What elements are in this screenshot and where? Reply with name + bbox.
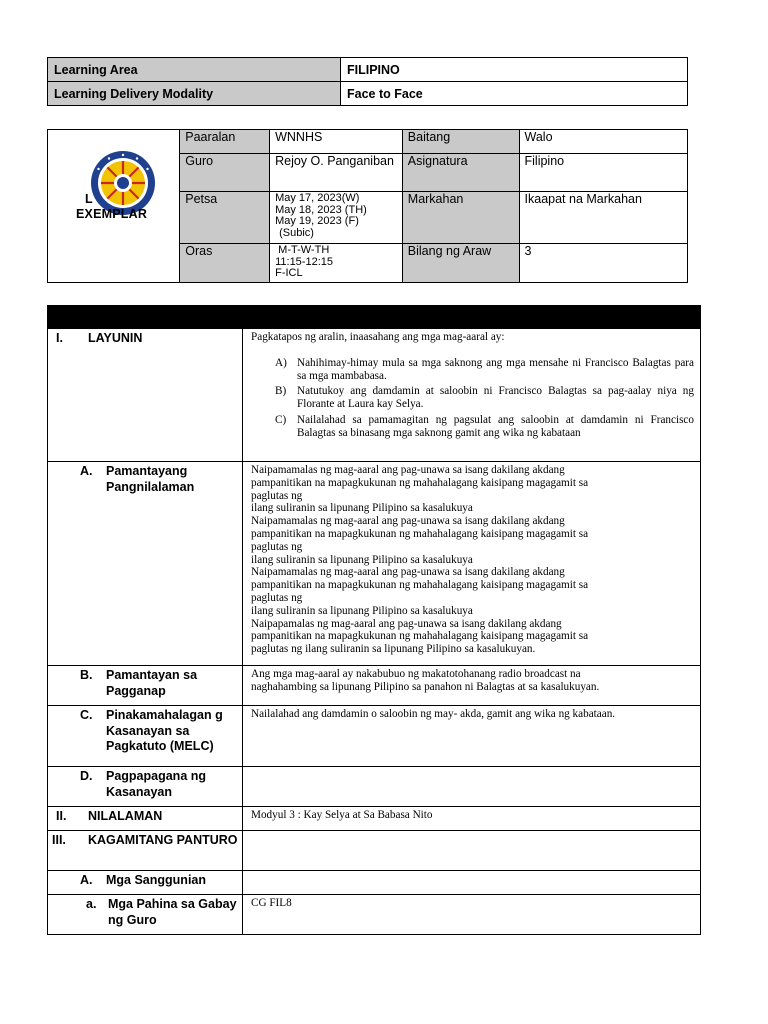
- content-line: ilang suliranin sa lipunang Pilipino sa kasalukuya: [251, 502, 473, 515]
- content-line: Naipamamalas ng mag-aaral ang pag-unawa sa isang dakilang akdang: [251, 515, 565, 528]
- section-number: III.: [52, 833, 66, 847]
- oras-label: Oras: [180, 244, 270, 283]
- content-line: pampanitikan na mapagkukunan ng mahahalagang kaisipang magagamit sa: [251, 476, 589, 489]
- nilalaman-content: Modyul 3 : Kay Selya at Sa Babasa Nito: [243, 807, 701, 831]
- learning-area-label: Learning Area: [48, 58, 341, 82]
- logo-cell: [48, 130, 180, 283]
- content-line: paglutas ng: [251, 540, 303, 553]
- paaralan-label: Paaralan: [180, 130, 270, 154]
- section-title: Pamantayan sa Pagganap: [106, 668, 198, 698]
- objective-letter: A): [275, 356, 287, 369]
- section-number: B.: [80, 668, 93, 682]
- oras-line: F-ICL: [275, 267, 303, 279]
- petsa-value: [270, 192, 403, 244]
- objective-letter: C): [275, 413, 287, 426]
- content-line: Naipapamalas ng mag-aaral ang pag-unawa sa isang dakilang akdang: [251, 617, 562, 630]
- content-line: Naipamamalas ng mag-aaral ang pag-unawa sa isang dakilang akdang: [251, 464, 565, 476]
- paaralan-value: WNNHS: [270, 130, 403, 154]
- content-line: pampanitikan na mapagkukunan ng mahahalagang kaisipang magagamit sa: [251, 579, 589, 592]
- layunin-label-cell: [48, 329, 243, 462]
- section-title: Pamantayang Pangnilalaman: [106, 464, 195, 494]
- guro-value: Rejoy O. Panganiban: [270, 154, 403, 192]
- asignatura-label: Asignatura: [402, 154, 519, 192]
- pamantayan-pagganap-label-cell: [48, 666, 243, 706]
- oras-line: M-T-W-TH: [275, 244, 330, 256]
- section-number: I.: [56, 331, 63, 345]
- gabay-label-cell: [48, 895, 243, 935]
- learning-area-table: [47, 57, 688, 106]
- petsa-line: May 18, 2023 (TH): [275, 203, 367, 216]
- content-line: ilang suliranin sa lipunang Pilipino sa kasalukuya: [251, 553, 473, 566]
- content-line: pampanitikan na mapagkukunan ng mahahalagang kaisipang magagamit sa: [251, 630, 589, 643]
- content-line: Naipamamalas ng mag-aaral ang pag-unawa sa isang dakilang akdang: [251, 566, 565, 579]
- melc-label-cell: [48, 706, 243, 767]
- sanggunian-label-cell: [48, 871, 243, 895]
- learning-area-value: FILIPINO: [341, 58, 688, 82]
- melc-content: Nailalahad ang damdamin o saloobin ng may- akda, gamit ang wika ng kabataan.: [243, 706, 701, 767]
- objective-text: Nailalahad sa pamamagitan ng pagsulat ang saloobin at damdamin ni Francisco Balagtas sa binasang mga saknong gamit ang wika ng kabataan: [297, 413, 694, 439]
- delivery-modality-label: Learning Delivery Modality: [48, 82, 341, 106]
- objective-item: [275, 385, 694, 411]
- asignatura-value: Filipino: [519, 154, 687, 192]
- section-title: Mga Pahina sa Gabay ng Guro: [108, 897, 237, 927]
- baitang-label: Baitang: [402, 130, 519, 154]
- section-number: C.: [80, 708, 93, 722]
- petsa-line: (Subic): [279, 226, 314, 239]
- sanggunian-content: [243, 871, 701, 895]
- content-line: paglutas ng: [251, 591, 303, 604]
- petsa-label: Petsa: [180, 192, 270, 244]
- content-line: ilang suliranin sa lipunang Pilipino sa kasalukuya: [251, 604, 473, 617]
- section-title: Pinakamahalagan g Kasanayan sa Pagkatuto (MELC): [106, 708, 223, 753]
- section-title: KAGAMITANG PANTURO: [88, 833, 238, 847]
- guro-label: Guro: [180, 154, 270, 192]
- baitang-value: Walo: [519, 130, 687, 154]
- section-number: a.: [86, 897, 97, 911]
- kagamitang-panturo-content: [243, 831, 701, 871]
- section-number: A.: [80, 464, 93, 478]
- section-title: LAYUNIN: [88, 331, 143, 345]
- objective-item: [275, 357, 694, 383]
- kagamitang-panturo-label-cell: [48, 831, 243, 871]
- section-title: Mga Sanggunian: [106, 873, 206, 887]
- objectives-list: [251, 357, 694, 440]
- delivery-modality-value: Face to Face: [341, 82, 688, 106]
- section-title: NILALAMAN: [88, 809, 163, 823]
- objective-letter: B): [275, 385, 287, 398]
- lesson-plan-table: [47, 305, 701, 935]
- objective-item: [275, 414, 694, 440]
- learning-area-row: [48, 58, 688, 82]
- petsa-line: May 19, 2023 (F): [275, 215, 359, 227]
- oras-value: [270, 244, 403, 283]
- delivery-modality-row: [48, 82, 688, 106]
- section-number: II.: [56, 809, 67, 823]
- content-line: pampanitikan na mapagkukunan ng mahahalagang kaisipang magagamit sa: [251, 527, 589, 540]
- markahan-label: Markahan: [402, 192, 519, 244]
- lesson-info-table: [47, 129, 688, 283]
- pagpapagana-content: [243, 767, 701, 807]
- petsa-line: May 17, 2023(W): [275, 192, 360, 204]
- content-line: paglutas ng ilang suliranin sa lipunang Pilipino sa kasalukuyan.: [251, 643, 536, 656]
- objective-text: Natutukoy ang damdamin at saloobin ni Francisco Balagtas sa pag-aalay niya ng Florante at Laura kay Selya.: [297, 385, 694, 411]
- pamantayang-pangnilalaman-label-cell: [48, 462, 243, 666]
- pagpapagana-label-cell: [48, 767, 243, 807]
- content-line: paglutas ng: [251, 489, 303, 502]
- objective-text: Nahihimay-himay mula sa mga saknong ang mga mensahe ni Francisco Balagtas para sa mga mambabasa.: [297, 356, 694, 382]
- pamantayang-pangnilalaman-content: [243, 462, 701, 666]
- section-title: Pagpapagana ng Kasanayan: [106, 769, 207, 799]
- oras-line: 11:15-12:15: [275, 255, 333, 268]
- layunin-content: [243, 329, 701, 462]
- exemplar-l-letter: L: [85, 192, 93, 206]
- gabay-content: CG FIL8: [243, 895, 701, 935]
- section-number: A.: [80, 873, 93, 887]
- bilang-value: 3: [519, 244, 687, 283]
- pamantayan-pagganap-content: [243, 666, 701, 706]
- section-number: D.: [80, 769, 93, 783]
- layunin-intro: Pagkatapos ng aralin, inaasahang ang mga mag-aaral ay:: [251, 331, 505, 343]
- exemplar-label: EXEMPLAR: [76, 207, 148, 221]
- content-line: Ang mga mag-aaral ay nakabubuo ng makatotohanang radio broadcast na: [251, 668, 581, 680]
- content-line: naghahambing sa lipunang Pilipino sa panahon ni Balagtas at sa kasalukuyan.: [251, 680, 600, 693]
- header-band: [48, 306, 701, 329]
- markahan-value: Ikaapat na Markahan: [519, 192, 687, 244]
- nilalaman-label-cell: [48, 807, 243, 831]
- bilang-label: Bilang ng Araw: [402, 244, 519, 283]
